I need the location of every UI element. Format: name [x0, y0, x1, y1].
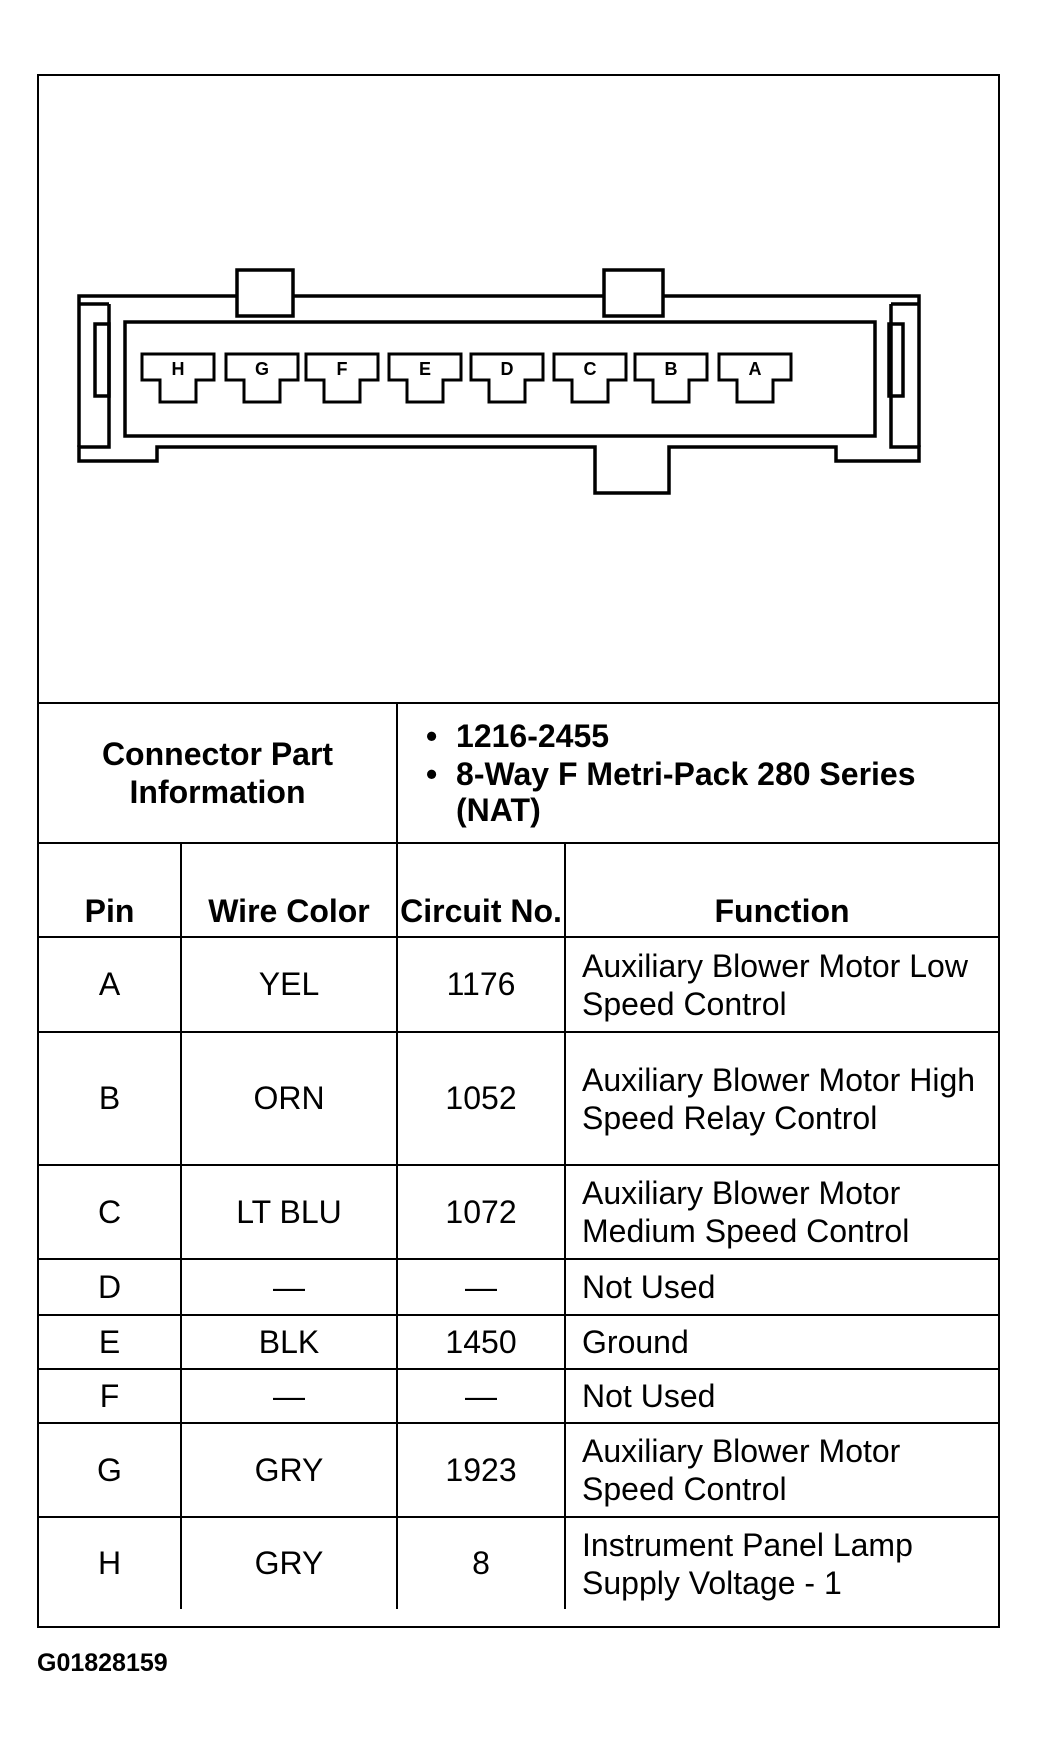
circuit-cell: 1176 — [397, 937, 565, 1032]
cavity-label: G — [254, 359, 270, 379]
circuit-cell: 1052 — [397, 1032, 565, 1165]
function-cell: Auxiliary Blower Motor Medium Speed Control — [565, 1165, 998, 1259]
cavity-label: B — [664, 359, 678, 379]
circuit-cell: 1450 — [397, 1315, 565, 1369]
pin-cell: H — [39, 1517, 181, 1609]
pin-cell: B — [39, 1032, 181, 1165]
top-lock-tab-right — [604, 270, 663, 316]
function-cell: Not Used — [565, 1369, 998, 1423]
circuit-cell: 8 — [397, 1517, 565, 1609]
table-row — [39, 1165, 998, 1259]
function-cell: Instrument Panel Lamp Supply Voltage - 1 — [565, 1517, 998, 1609]
circuit-cell: 1072 — [397, 1165, 565, 1259]
table-row — [39, 1423, 998, 1517]
pinout-rows — [39, 937, 998, 1609]
function-cell: Not Used — [565, 1259, 998, 1315]
table-row — [39, 1032, 998, 1165]
pin-cell: G — [39, 1423, 181, 1517]
circuit-cell: — — [397, 1259, 565, 1315]
function-cell: Auxiliary Blower Motor Low Speed Control — [565, 937, 998, 1032]
function-cell: Auxiliary Blower Motor High Speed Relay Control — [565, 1032, 998, 1165]
part-info-row — [39, 703, 998, 843]
pin-cell: D — [39, 1259, 181, 1315]
diagram-frame — [37, 74, 1000, 1628]
connector-pinout-table — [39, 702, 998, 1609]
wire-color-cell: GRY — [181, 1517, 397, 1609]
table-row — [39, 1259, 998, 1315]
part-info-details — [397, 703, 998, 843]
function-cell: Auxiliary Blower Motor Speed Control — [565, 1423, 998, 1517]
table-row — [39, 1369, 998, 1423]
figure-id: G01828159 — [37, 1649, 168, 1677]
cavity-label: C — [583, 359, 597, 379]
cavity-label: F — [336, 359, 348, 379]
pin-cell: A — [39, 937, 181, 1032]
connector-drawing — [39, 76, 998, 702]
left-latch-rail — [95, 324, 109, 396]
header-pin: Pin — [39, 843, 181, 937]
cavity-label: A — [748, 359, 762, 379]
header-function: Function — [565, 843, 998, 937]
wire-color-cell: — — [181, 1259, 397, 1315]
part-info-list — [398, 710, 998, 836]
connector-type: • 8-Way F Metri-Pack 280 Series (NAT) — [456, 756, 998, 828]
pin-cell: F — [39, 1369, 181, 1423]
wire-color-cell: LT BLU — [181, 1165, 397, 1259]
connector-housing — [79, 304, 919, 493]
table-row — [39, 937, 998, 1032]
circuit-cell: 1923 — [397, 1423, 565, 1517]
wire-color-cell: BLK — [181, 1315, 397, 1369]
top-lock-tab-left — [237, 270, 293, 316]
table-row — [39, 1517, 998, 1609]
header-circuit-no: Circuit No. — [397, 843, 565, 937]
pin-cell: E — [39, 1315, 181, 1369]
header-wire-color: Wire Color — [181, 843, 397, 937]
part-number: • 1216-2455 — [456, 718, 998, 754]
function-cell: Ground — [565, 1315, 998, 1369]
cavity-label: H — [171, 359, 185, 379]
connector-outer-flange — [79, 296, 919, 447]
pin-cell: C — [39, 1165, 181, 1259]
connector-face-view — [39, 76, 998, 702]
wire-color-cell: ORN — [181, 1032, 397, 1165]
wire-color-cell: YEL — [181, 937, 397, 1032]
circuit-cell: — — [397, 1369, 565, 1423]
cavity-label: D — [500, 359, 514, 379]
table-row — [39, 1315, 998, 1369]
wire-color-cell: — — [181, 1369, 397, 1423]
part-info-title: Connector Part Information — [39, 703, 397, 843]
wire-color-cell: GRY — [181, 1423, 397, 1517]
column-header-row — [39, 843, 998, 937]
cavity-label: E — [418, 359, 432, 379]
